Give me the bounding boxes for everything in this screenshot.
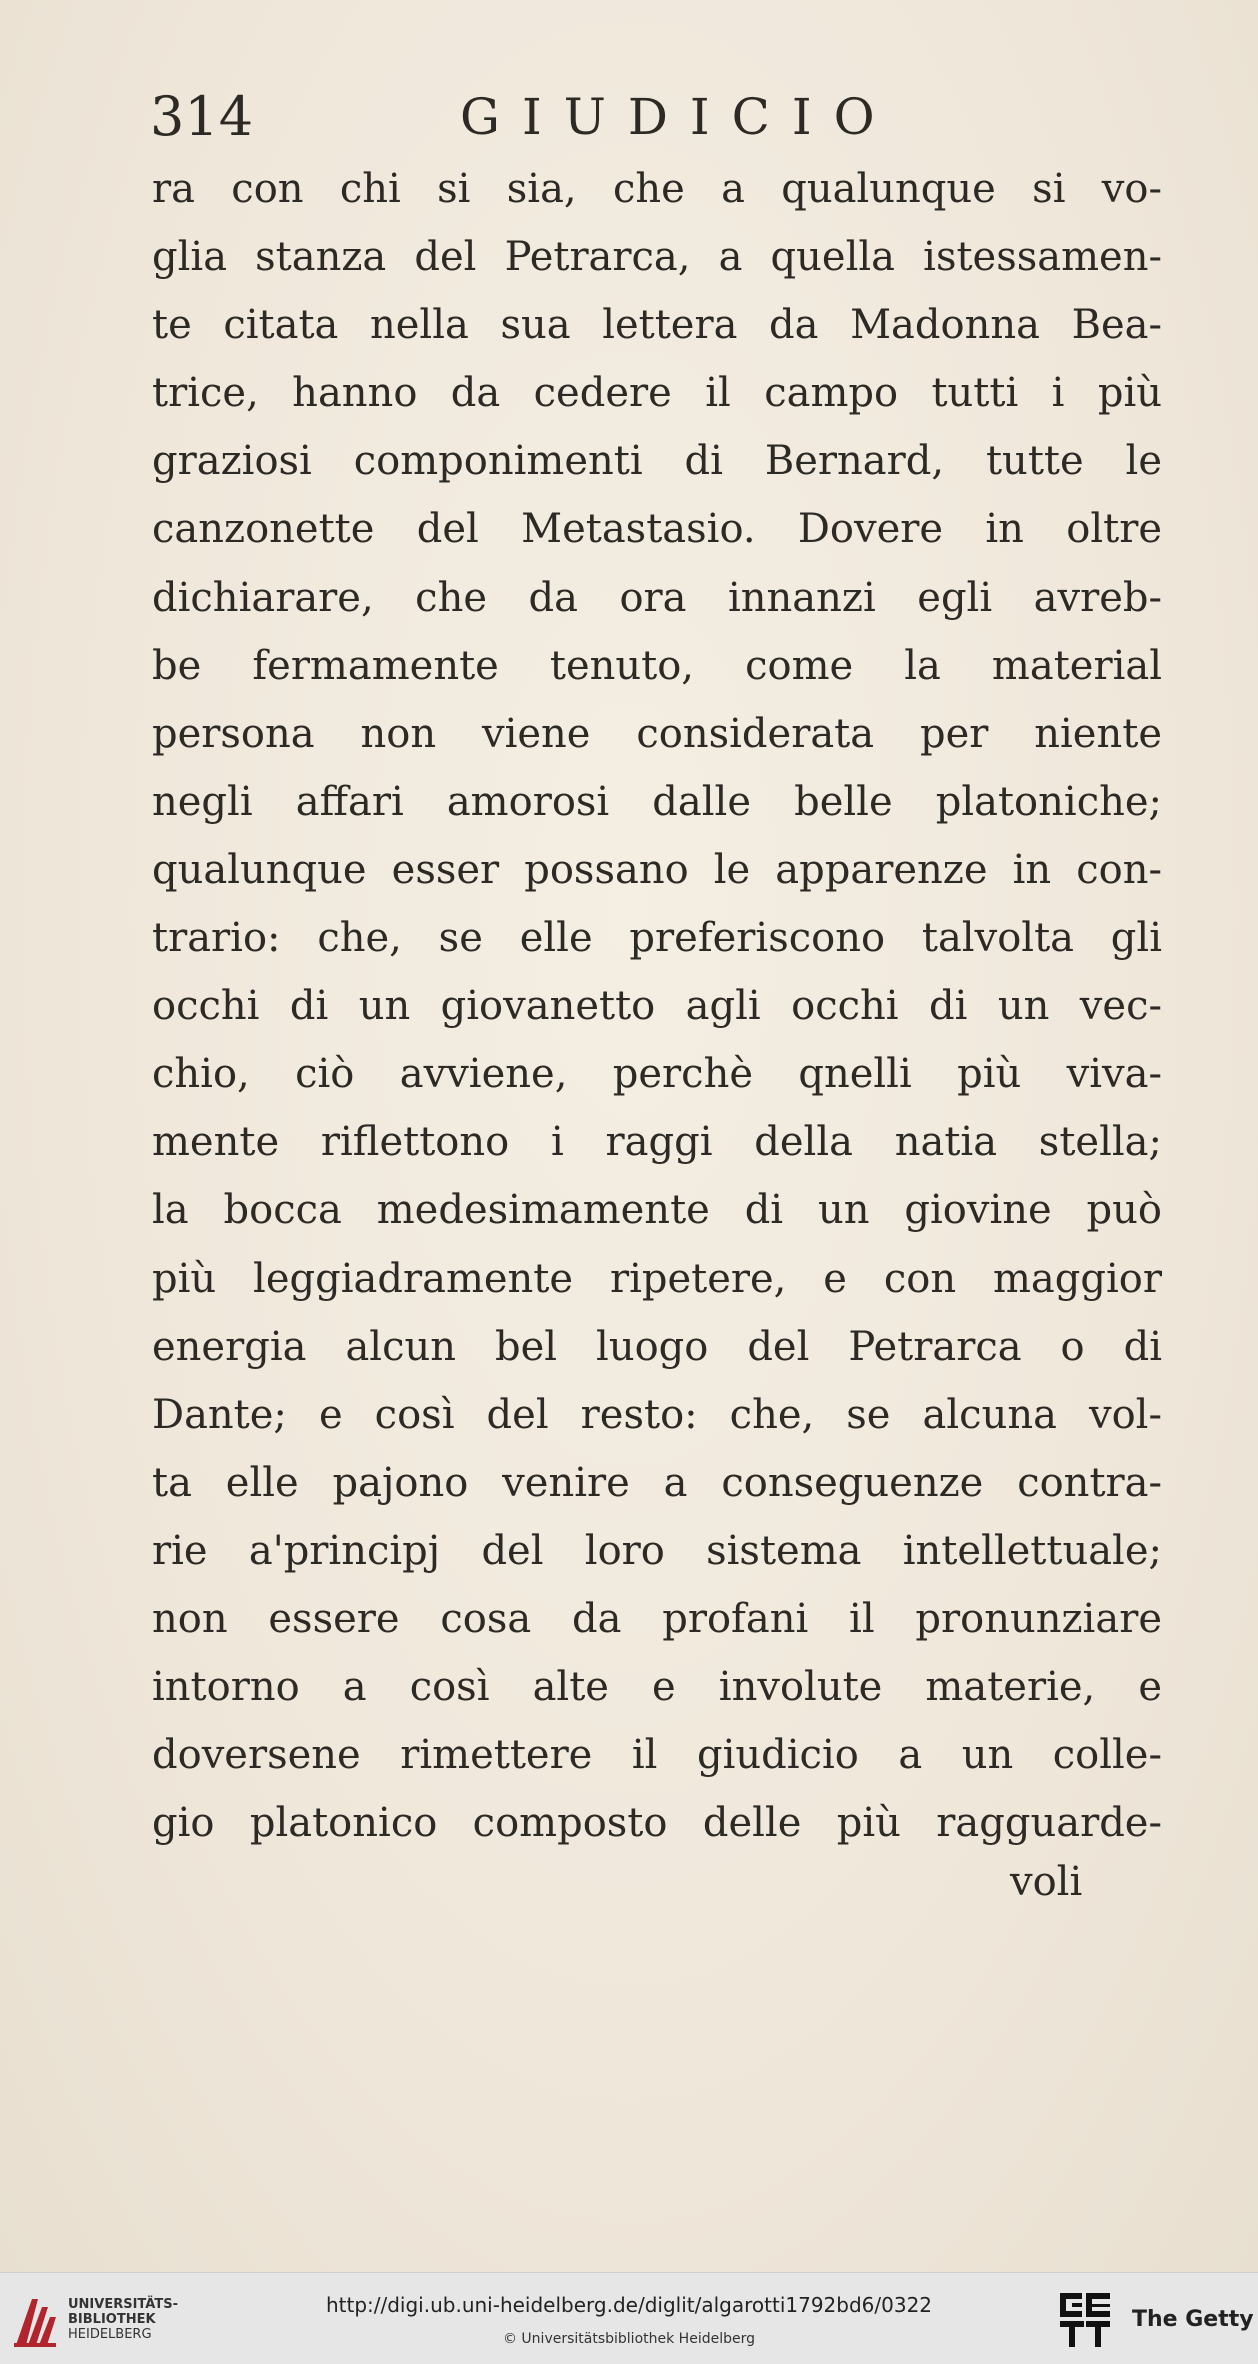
text-line: energia alcun bel luogo del Petrarca o di <box>152 1323 1162 1370</box>
text-line: la bocca medesimamente di un giovine può <box>152 1187 1162 1234</box>
text-line: intorno a così alte e involute materie, e <box>152 1664 1162 1711</box>
text-line: qualunque esser possano le apparenze in con- <box>152 846 1162 893</box>
text-line: graziosi componimenti di Bernard, tutte le <box>152 438 1162 485</box>
text-line: gio platonico composto delle più ragguarde- <box>152 1800 1162 1847</box>
text-line: chio, ciò avviene, perchè qnelli più viva- <box>152 1051 1162 1098</box>
text-line: mente riflettono i raggi della natia stella; <box>152 1119 1162 1166</box>
text-line: negli affari amorosi dalle belle platoniche; <box>152 778 1162 825</box>
text-line: non essere cosa da profani il pronunziare <box>152 1595 1162 1642</box>
text-line: doversene rimettere il giudicio a un colle- <box>152 1732 1162 1779</box>
library-name: UNIVERSITÄTS- BIBLIOTHEK HEIDELBERG <box>68 2297 178 2342</box>
copyright-notice: © Universitätsbibliothek Heidelberg <box>502 2331 755 2347</box>
running-head <box>150 82 1150 152</box>
text-line: persona non viene considerata per niente <box>152 710 1162 757</box>
text-line: rie a'principj del loro sistema intellettuale; <box>152 1527 1162 1574</box>
text-line: canzonette del Metastasio. Dovere in oltre <box>152 506 1162 553</box>
running-title: GIUDICIO <box>460 88 897 146</box>
body-text <box>152 155 1162 1857</box>
text-line: trice, hanno da cedere il campo tutti i più <box>152 370 1162 417</box>
text-line: ra con chi si sia, che a qualunque si vo- <box>152 166 1162 212</box>
text-line: ta elle pajono venire a conseguenze contra- <box>152 1459 1162 1506</box>
text-line: te citata nella sua lettera da Madonna Bea- <box>152 302 1162 349</box>
source-url-link[interactable]: http://digi.ub.uni-heidelberg.de/diglit/algarotti1792bd6/0322 <box>325 2293 933 2317</box>
text-line: trario: che, se elle preferiscono talvolta gli <box>152 915 1162 962</box>
getty-logo-icon <box>1058 2291 1112 2349</box>
footer-bar <box>0 2272 1258 2364</box>
text-line: dichiarare, che da ora innanzi egli avreb- <box>152 574 1162 621</box>
text-line: Dante; e così del resto: che, se alcuna vol- <box>152 1391 1162 1438</box>
partner-name: The Getty <box>1132 2307 1254 2332</box>
text-line: più leggiadramente ripetere, e con maggior <box>152 1255 1162 1302</box>
page-number: 314 <box>150 85 254 148</box>
text-line: glia stanza del Petrarca, a quella istessamen- <box>152 234 1162 281</box>
text-line: occhi di un giovanetto agli occhi di un vec- <box>152 983 1162 1030</box>
catchword: voli <box>1010 1859 1083 1905</box>
text-line: be fermamente tenuto, come la material <box>152 642 1162 689</box>
